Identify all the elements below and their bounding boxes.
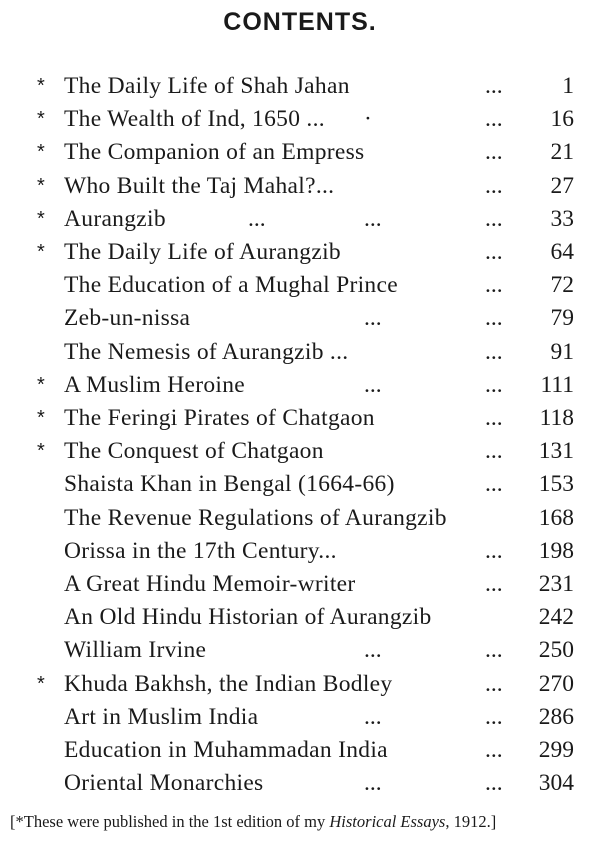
footnote-prefix: [*These were published in the 1st edition of my [10,812,330,831]
toc-star-marker: * [37,141,45,164]
toc-entry [0,568,600,601]
toc-page-number: 91 [550,338,574,365]
toc-entry [0,70,600,103]
toc-entry [0,701,600,734]
toc-entry [0,203,600,236]
toc-entry-title: Zeb-un-nissa [64,305,191,332]
toc-page-number: 270 [538,670,574,697]
footnote [10,812,595,832]
toc-entry [0,502,600,535]
toc-entry-title: Shaista Khan in Bengal (1664-66) [64,471,395,498]
toc-page-number: 16 [550,106,574,133]
toc-entry-title: Oriental Monarchies [64,770,264,797]
toc-star-marker: * [37,174,45,197]
toc-leader: ... [485,139,503,166]
toc-entry [0,734,600,767]
toc-star-marker: * [37,207,45,230]
toc-entry [0,302,600,335]
footnote-book-title: Historical Essays [329,812,446,831]
toc-entry [0,236,600,269]
toc-leader: ... [485,770,503,797]
toc-entry [0,468,600,501]
toc-entry-title: The Daily Life of Shah Jahan [64,73,350,99]
toc-entry-title: Who Built the Taj Mahal?... [64,172,335,199]
toc-page-number: 304 [538,770,574,797]
toc-entry-title: Aurangzib [64,205,166,232]
toc-entry-title: Art in Muslim India [64,703,259,730]
toc-leader: ... [485,537,503,564]
toc-page-number: 198 [538,537,574,564]
toc-entry [0,402,600,435]
toc-page-number: 131 [538,438,574,465]
toc-star-marker: * [37,407,45,429]
toc-entry-title: The Daily Life of Aurangzib [64,239,341,265]
toc-star-marker: * [37,75,45,97]
toc-leader: ... [364,770,382,797]
toc-entry [0,136,600,169]
toc-entry-title: Khuda Bakhsh, the Indian Bodley [64,670,393,697]
toc-page-number: 79 [550,305,574,332]
toc-page-number: 242 [538,604,574,631]
toc-entry-title: Orissa in the 17th Century... [64,537,337,564]
toc-leader: ... [485,205,503,232]
toc-page-number: 299 [538,737,574,763]
toc-page-number: 1 [562,73,574,99]
toc-entry [0,336,600,369]
toc-star-marker: * [37,440,45,463]
toc-page-number: 33 [550,205,574,232]
toc-page-number: 231 [538,571,574,597]
toc-leader: ... [485,637,503,664]
toc-leader: ... [485,571,503,597]
toc-entry [0,435,600,468]
toc-star-marker: * [37,108,45,131]
toc-entry [0,634,600,667]
toc-entry [0,601,600,634]
toc-entry [0,269,600,302]
toc-leader: ... [485,272,503,299]
toc-entry-title: The Nemesis of Aurangzib ... [64,338,349,365]
toc-leader: ... [485,737,503,763]
toc-leader: ... [485,338,503,365]
toc-page-number: 21 [550,139,574,166]
toc-leader: ... [485,371,503,398]
footnote-suffix: , 1912.] [445,812,497,831]
toc-page-number: 286 [538,703,574,730]
toc-leader: ... [364,703,382,730]
toc-leader: ... [364,371,382,398]
toc-entry-title: Education in Muhammadan India [64,737,388,763]
toc-entry-title: A Great Hindu Memoir-writer [64,571,356,597]
toc-entry-title: The Wealth of Ind, 1650 ... [64,106,325,133]
toc-entry [0,103,600,136]
toc-entry [0,535,600,568]
toc-page-number: 118 [539,405,574,431]
toc-leader: ... [485,438,503,465]
toc-leader: ... [248,205,266,232]
toc-leader: ... [485,172,503,199]
toc-leader: ... [485,670,503,697]
toc-leader: ... [364,305,382,332]
toc-leader: ... [364,637,382,664]
toc-entry-title: A Muslim Heroine [64,371,246,398]
toc-entry [0,170,600,203]
page-title: CONTENTS. [223,8,377,36]
toc-leader: ... [485,239,503,265]
toc-page-number: 168 [538,504,574,531]
toc-entry-title: An Old Hindu Historian of Aurangzib [64,604,432,631]
toc-star-marker: * [37,672,45,695]
toc-entry [0,369,600,402]
toc-leader: ... [485,703,503,730]
toc-star-marker: * [37,373,45,396]
toc-entry [0,767,600,800]
toc-leader: ... [485,405,503,431]
toc-leader: ... [364,205,382,232]
toc-leader: ... [485,106,503,133]
toc-entry-title: The Companion of an Empress [64,139,365,166]
toc-leader: ... [485,73,503,99]
toc-entry-title: The Conquest of Chatgaon [64,438,324,465]
toc-entry-title: The Education of a Mughal Prince [64,272,398,299]
toc-page-number: 153 [538,471,574,498]
toc-entry-title: The Feringi Pirates of Chatgaon [64,405,375,431]
toc-page-number: 27 [550,172,574,199]
toc-leader: ... [485,471,503,498]
toc-entry-title: William Irvine [64,637,207,664]
toc-page-number: 72 [550,272,574,299]
toc-leader: · [364,106,372,133]
toc-entry [0,668,600,701]
toc-page-number: 64 [550,239,574,265]
toc-star-marker: * [37,241,45,263]
toc-page-number: 111 [540,371,574,398]
toc-entry-title: The Revenue Regulations of Aurangzib [64,504,447,531]
toc-leader: ... [485,305,503,332]
toc-page-number: 250 [538,637,574,664]
